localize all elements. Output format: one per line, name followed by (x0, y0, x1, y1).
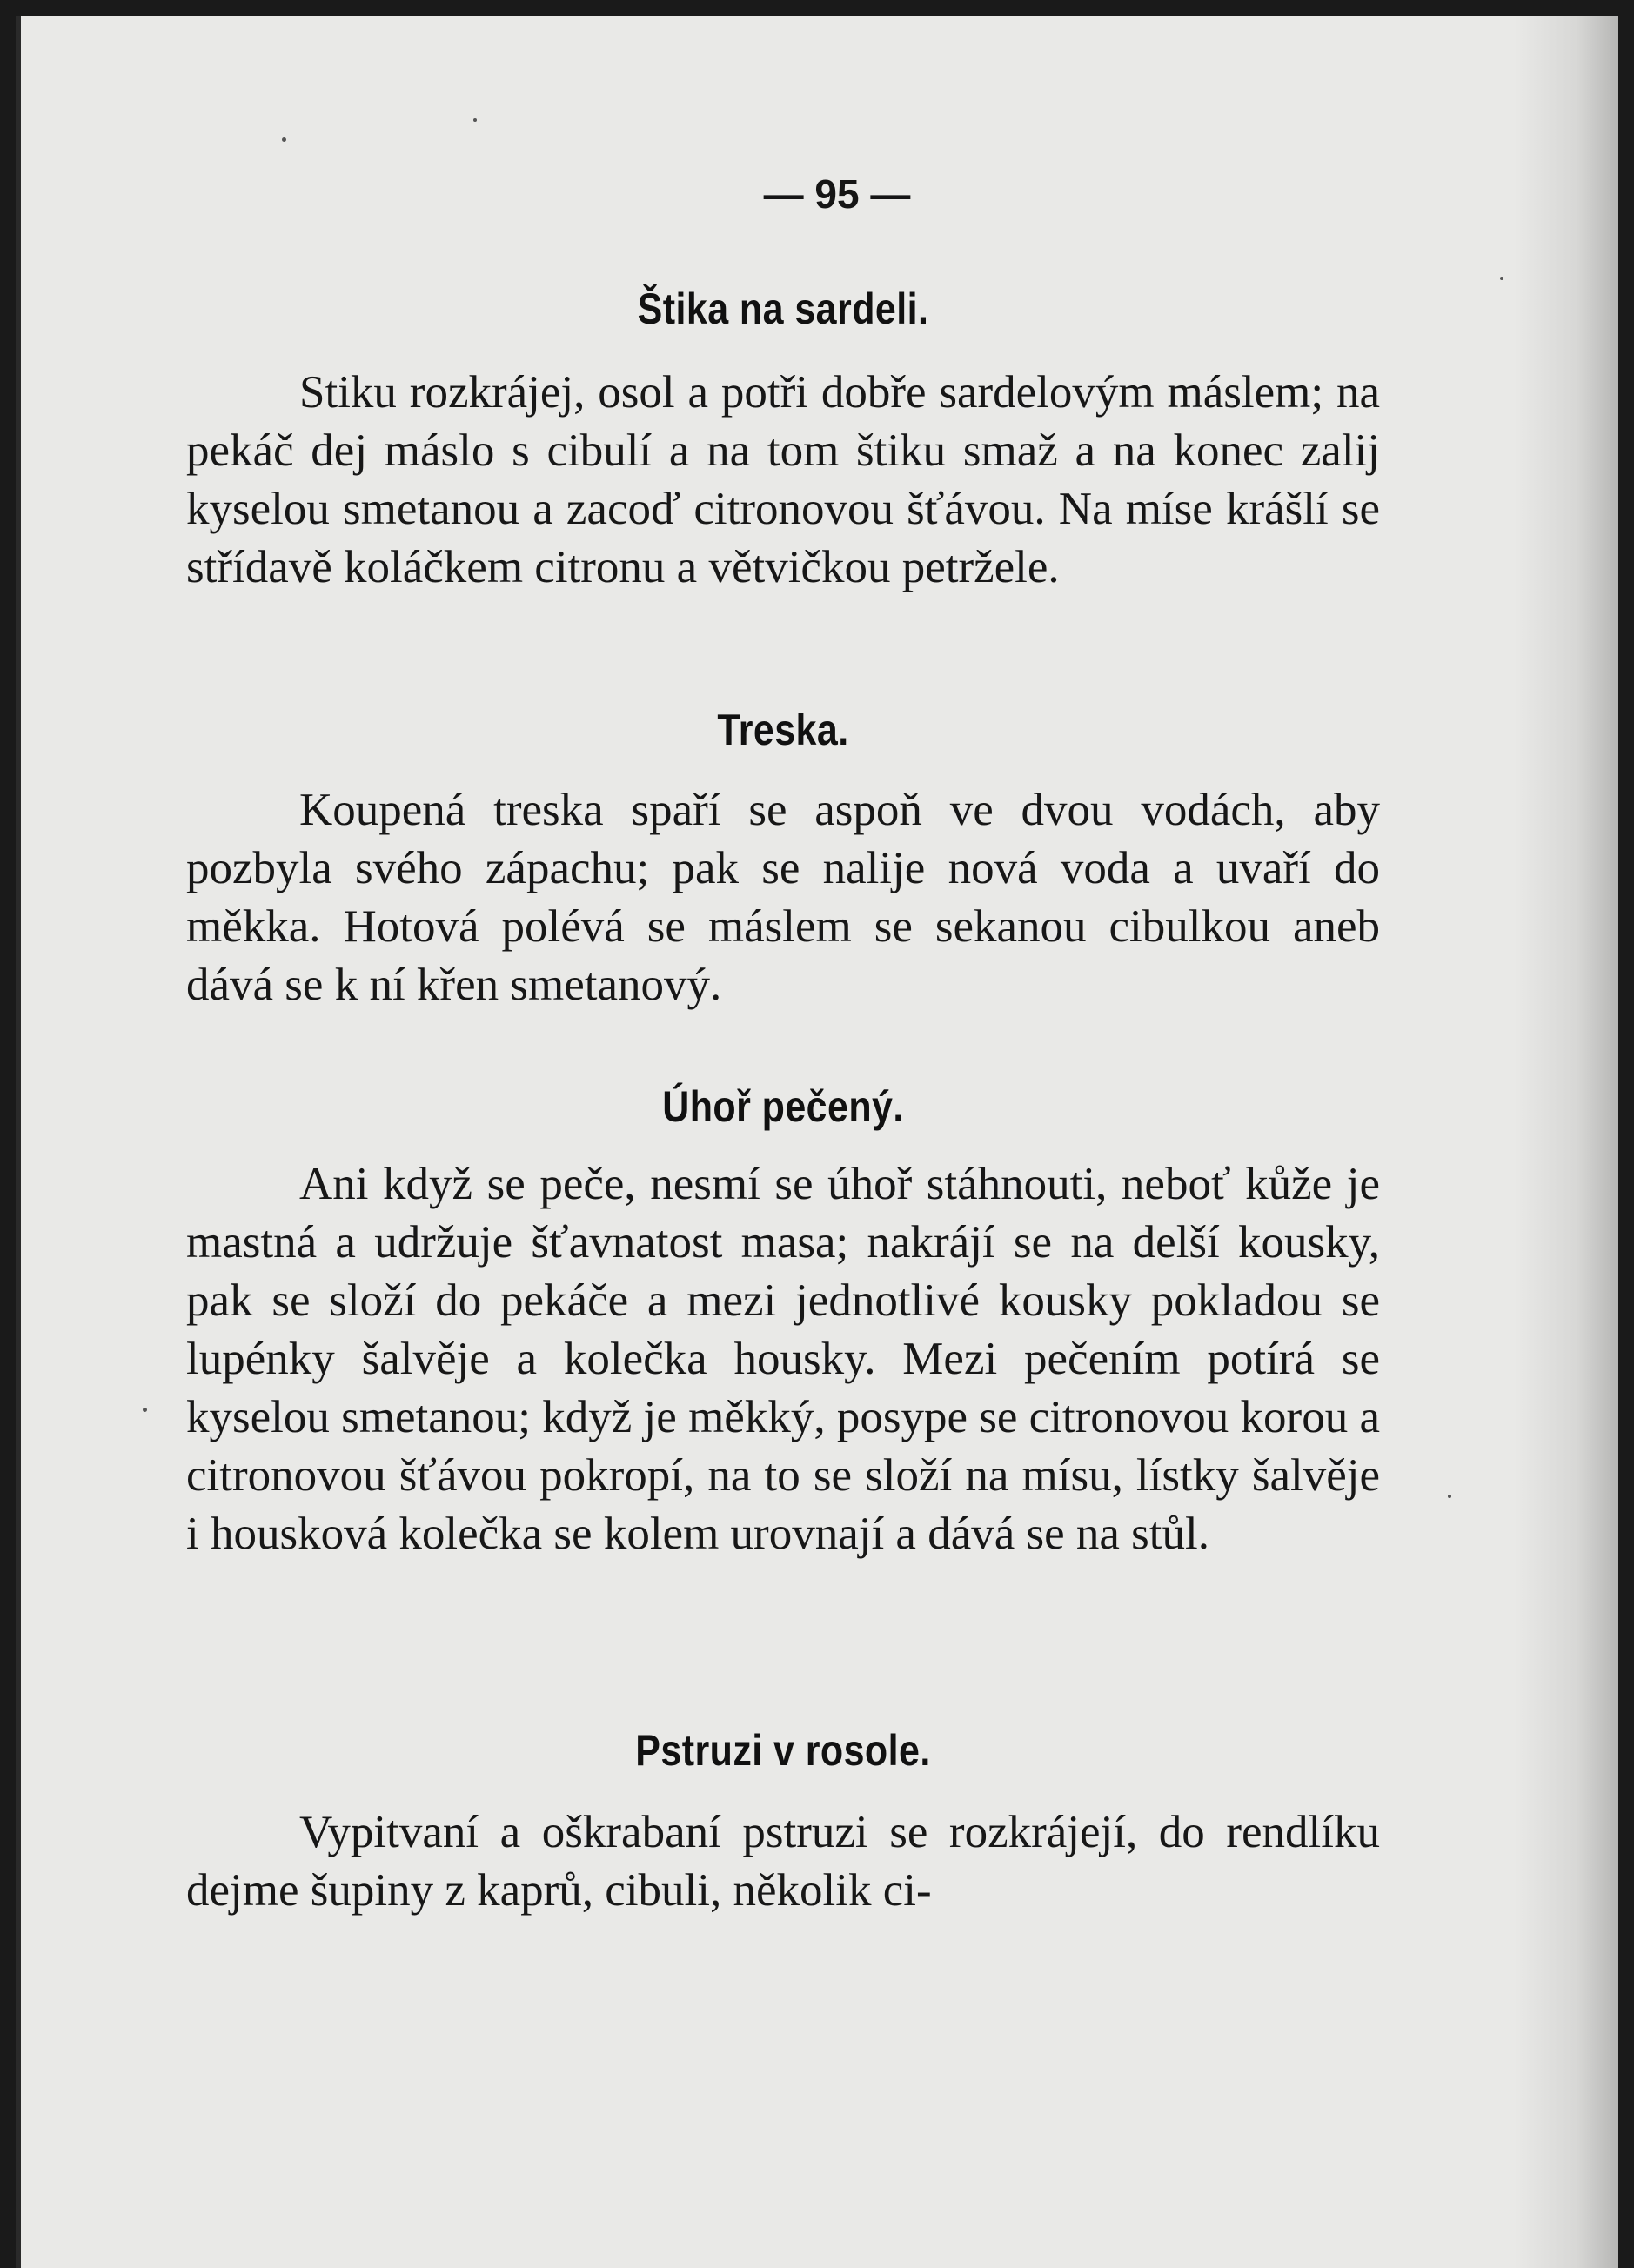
paper-speck (473, 118, 477, 122)
recipe-title: Treska. (717, 706, 849, 754)
paper-speck (282, 137, 286, 142)
paper-speck (1500, 277, 1503, 280)
paper-speck (1448, 1495, 1451, 1498)
recipe-title: Úhoř pečený. (662, 1082, 904, 1131)
recipe-text: Ani když se peče, nesmí se úhoř stáhnouti, neboť kůže je mastná a udržuje šťavnatost masa; nakrájí se na delší kousky, pak se složí do pekáče a mezi jednotlivé kousky pokladou se lupénky šalvěje a kolečka housky. Mezi pečením potírá se kyselou smetanou; když je měkký, posype se citronovou korou a citronovou šťávou pokropí, na to se složí na mísu, lístky šalvěje i housková kolečka se kolem urovnají a dává se na stůl. (186, 1159, 1380, 1559)
recipe-title: Pstruzi v rosole. (635, 1726, 931, 1775)
paper-speck (143, 1408, 147, 1412)
recipe-text: Vypitvaní a oškrabaní pstruzi se rozkrájejí, do rendlíku dejme šupiny z kaprů, cibuli, několik ci- (186, 1807, 1380, 1916)
page-number: — 95 — (763, 171, 911, 217)
recipe-text: Stiku rozkrájej, osol a potři dobře sardelovým máslem; na pekáč dej máslo s cibulí a na tom štiku smaž a na konec zalij kyselou smetanou a zacoď citronovou šťávou. Na míse krášlí se střídavě koláčkem citronu a větvičkou petržele. (186, 367, 1380, 592)
recipe-title: Štika na sardeli. (637, 284, 929, 333)
recipe-text: Koupená treska spaří se aspoň ve dvou vodách, aby pozbyla svého zápachu; pak se nalije nová voda a uvaří do měkka. Hotová polévá se máslem se sekanou cibulkou aneb dává se k ní křen smetanový. (186, 785, 1380, 1010)
book-page (16, 16, 1618, 2268)
